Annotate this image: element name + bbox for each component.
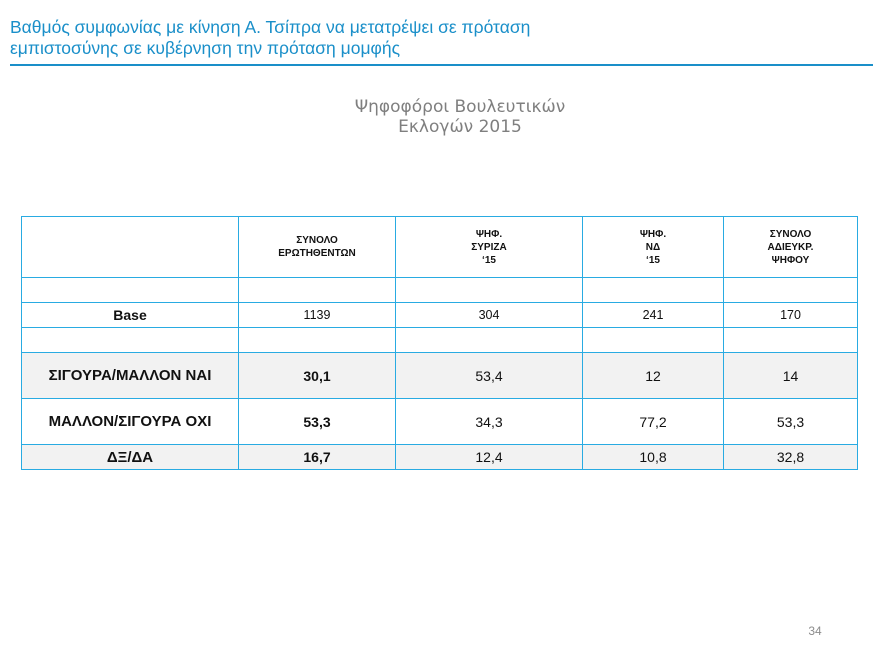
value-cell: 53,4 [396, 353, 583, 399]
value-cell-total: 16,7 [239, 445, 396, 470]
value-cell: 12 [583, 353, 724, 399]
row-label: ΔΞ/ΔΑ [22, 445, 239, 470]
column-header-total [239, 217, 396, 278]
base-value: 241 [583, 303, 724, 328]
column-header-nd [583, 217, 724, 278]
slide-title-line-1: Βαθμός συμφωνίας με κίνηση Α. Τσίπρα να μετατρέψει σε πρόταση [10, 17, 531, 37]
table-row-yes [22, 353, 858, 399]
base-value: 170 [724, 303, 858, 328]
empty-cell [239, 328, 396, 353]
value-cell: 53,3 [724, 399, 858, 445]
column-header-line: ‘15 [646, 254, 660, 266]
value-cell: 10,8 [583, 445, 724, 470]
row-label: ΜΑΛΛΟΝ/ΣΙΓΟΥΡΑ ΟΧΙ [22, 399, 239, 445]
base-value: 1139 [239, 303, 396, 328]
empty-cell [724, 328, 858, 353]
column-header-line: ΑΔΙΕΥΚΡ. [767, 241, 814, 253]
spacer-row [22, 328, 858, 353]
value-cell-total: 53,3 [239, 399, 396, 445]
slide-title [10, 17, 870, 59]
row-label: ΣΙΓΟΥΡΑ/ΜΑΛΛΟΝ ΝΑΙ [22, 353, 239, 399]
value-cell: 14 [724, 353, 858, 399]
value-cell-total: 30,1 [239, 353, 396, 399]
column-header-line: ΨΗΦ. [639, 228, 667, 240]
empty-cell [396, 278, 583, 303]
page-number: 34 [808, 624, 822, 638]
results-table [21, 216, 858, 470]
column-header-undecided [724, 217, 858, 278]
table-header-row [22, 217, 858, 278]
empty-cell [583, 328, 724, 353]
column-header-line: ΕΡΩΤΗΘΕΝΤΩΝ [278, 248, 356, 259]
empty-cell [22, 328, 239, 353]
empty-cell [724, 278, 858, 303]
empty-cell [583, 278, 724, 303]
base-value: 304 [396, 303, 583, 328]
column-header-line: ΣΥΡΙΖΑ [471, 241, 507, 253]
table-row-no [22, 399, 858, 445]
column-header-line: ΨΗΦΟΥ [771, 254, 810, 266]
header-corner-cell [22, 217, 239, 278]
subtitle-line-1: Ψηφοφόροι Βουλευτικών [354, 97, 566, 117]
value-cell: 34,3 [396, 399, 583, 445]
column-header-syriza [396, 217, 583, 278]
row-label: Base [22, 303, 239, 328]
value-cell: 32,8 [724, 445, 858, 470]
value-cell: 77,2 [583, 399, 724, 445]
column-header-line: ΣΥΝΟΛΟ [296, 235, 338, 246]
column-header-line: ΣΥΝΟΛΟ [769, 228, 812, 240]
base-row [22, 303, 858, 328]
table-subtitle [300, 97, 620, 137]
empty-cell [396, 328, 583, 353]
title-underline-divider [10, 64, 873, 66]
empty-cell [239, 278, 396, 303]
table-row-dk-na [22, 445, 858, 470]
empty-cell [22, 278, 239, 303]
value-cell: 12,4 [396, 445, 583, 470]
slide-title-line-2: εμπιστοσύνης σε κυβέρνηση την πρόταση μομφής [10, 38, 401, 58]
column-header-line: ΨΗΦ. [475, 228, 503, 240]
spacer-row [22, 278, 858, 303]
subtitle-line-2: Εκλογών 2015 [398, 117, 522, 137]
column-header-line: ‘15 [482, 254, 496, 266]
column-header-line: ΝΔ [645, 241, 661, 253]
